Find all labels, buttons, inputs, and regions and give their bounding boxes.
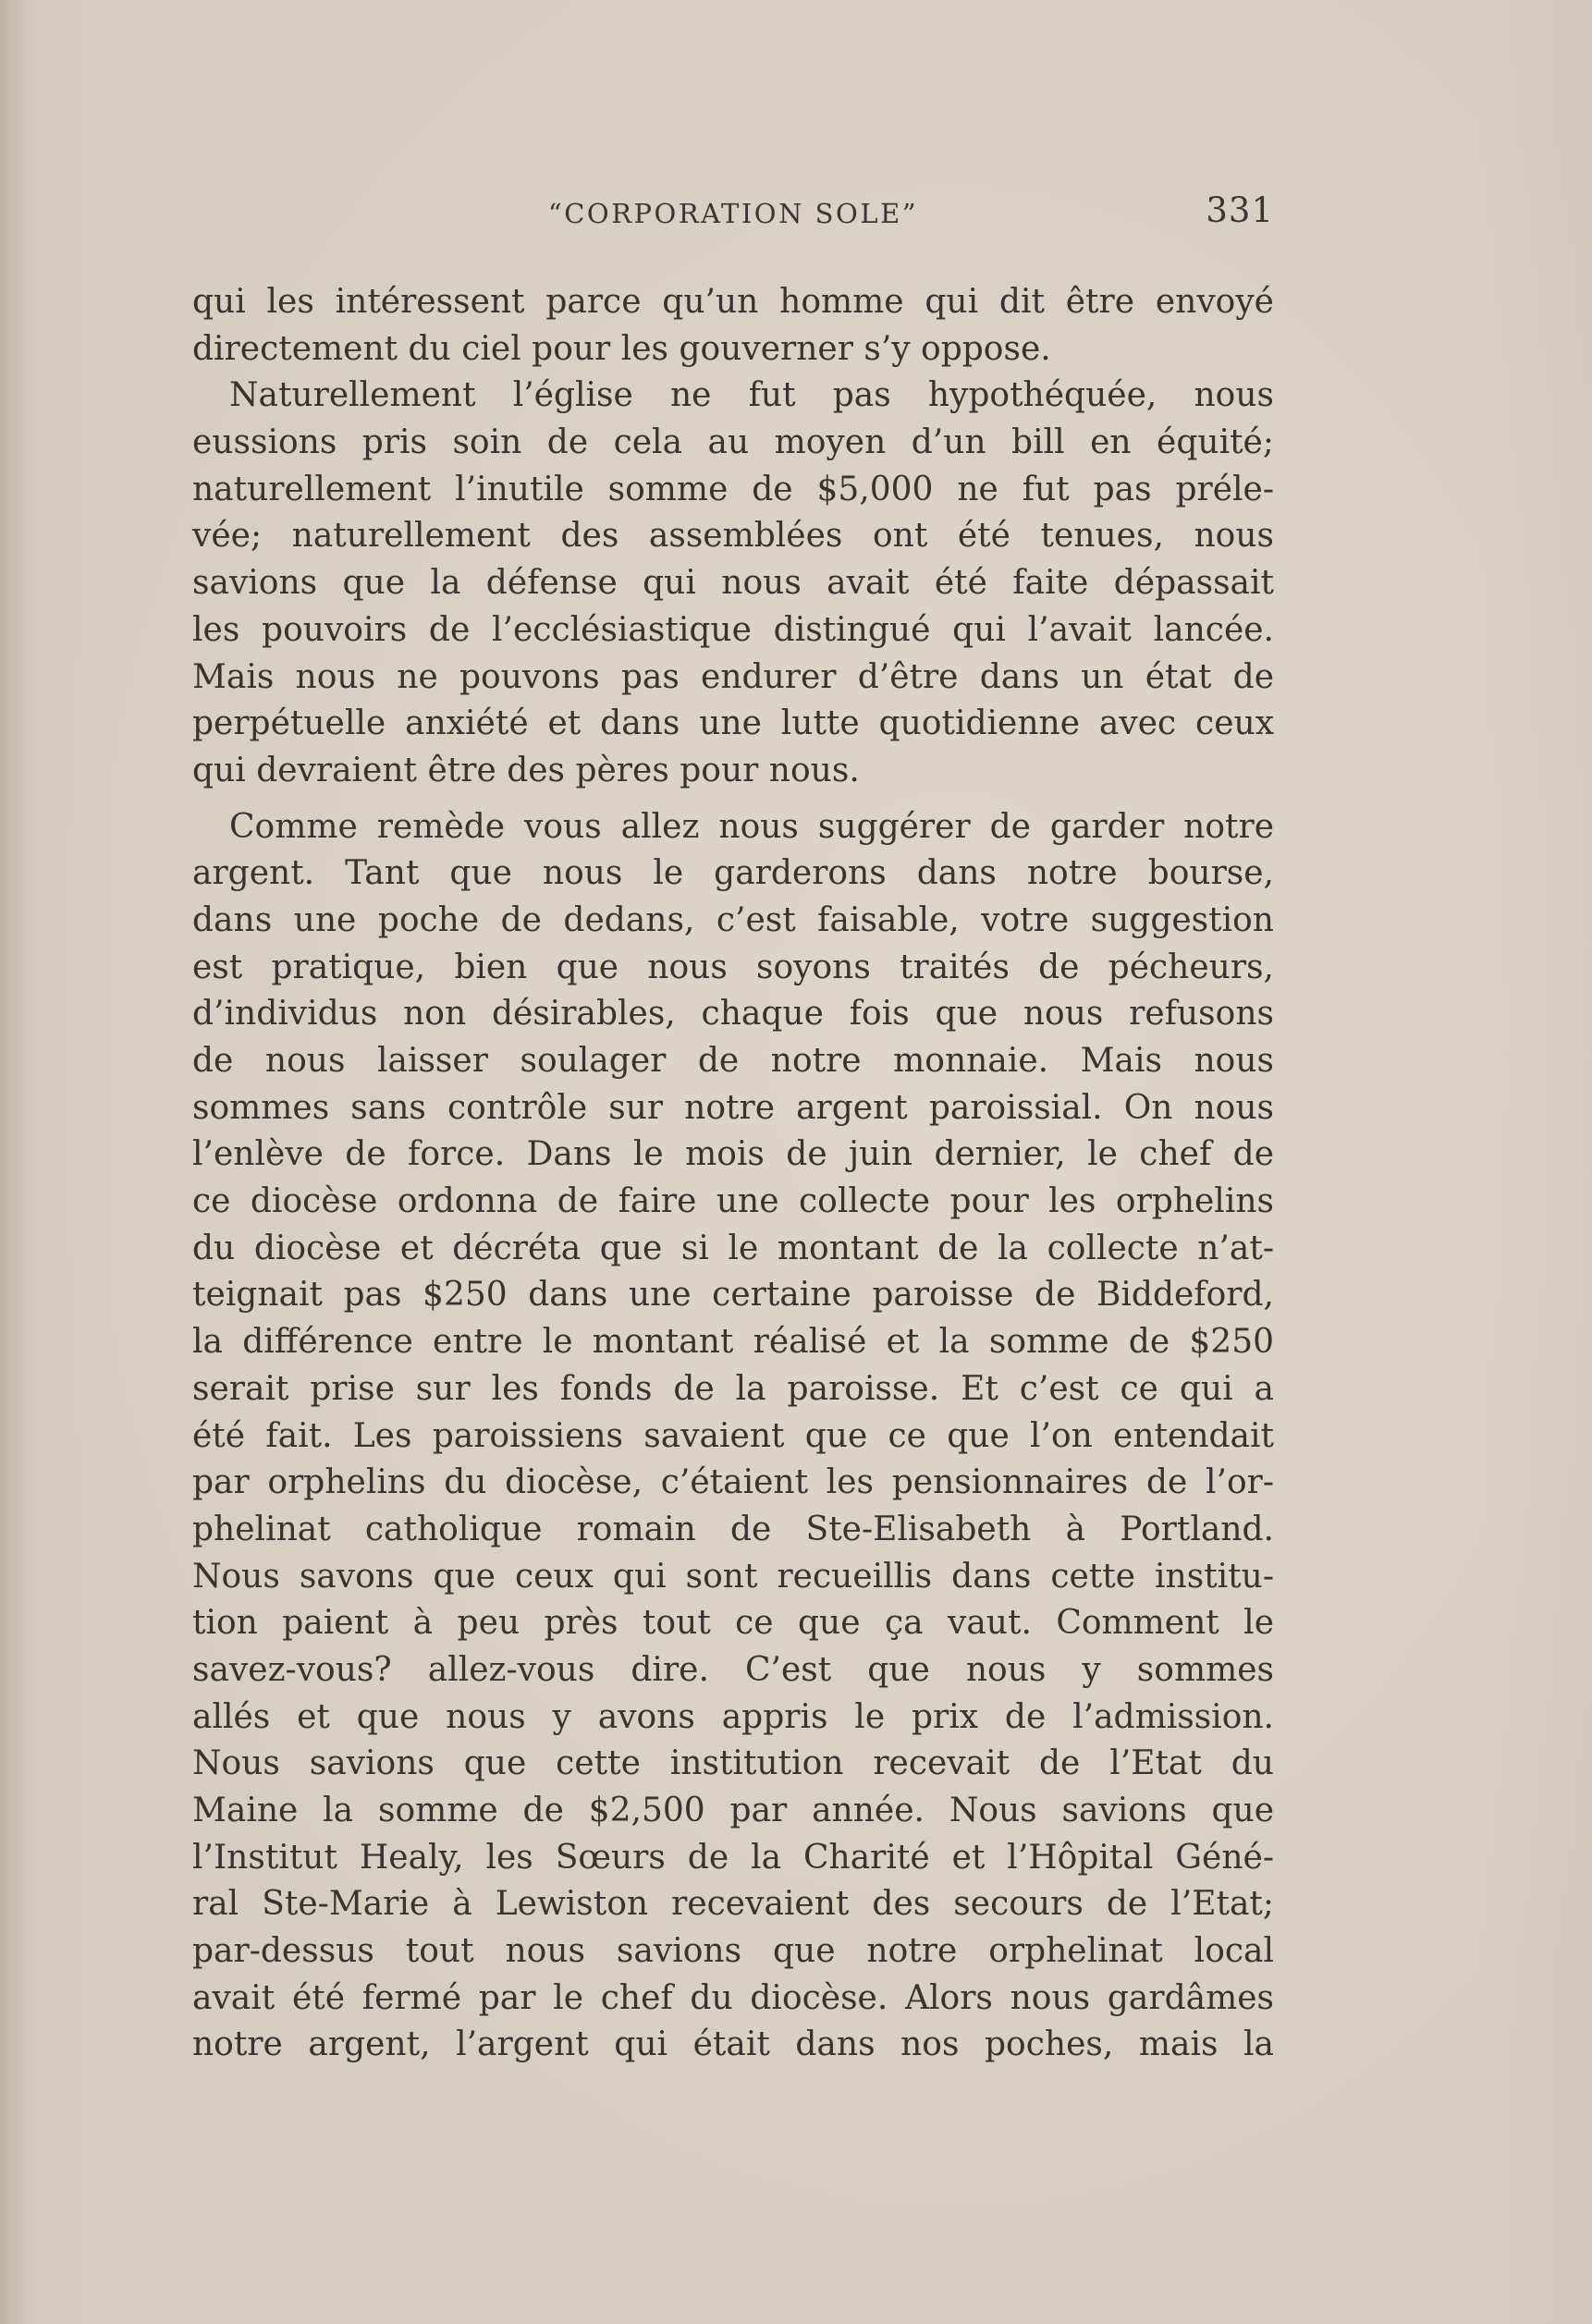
- text-line: Comme remède vous allez nous suggérer de garder notre: [229, 807, 1274, 846]
- running-head: [192, 190, 1274, 237]
- text-line: tion paient à peu près tout ce que ça vaut. Comment le: [192, 1604, 1274, 1643]
- text-line: dans une poche de dedans, c’est faisable, votre suggestion: [192, 900, 1274, 939]
- text-line: directement du ciel pour les gouverner s’y oppose.: [192, 329, 1051, 368]
- text-line: est pratique, bien que nous soyons traités de pécheurs,: [192, 948, 1274, 986]
- text-line: été fait. Les paroissiens savaient que ce que l’on entendait: [192, 1416, 1274, 1455]
- text-line: notre argent, l’argent qui était dans nos poches, mais la: [192, 2025, 1274, 2064]
- text-line: par-dessus tout nous savions que notre orphelinat local: [192, 1932, 1274, 1971]
- text-line: teignait pas $250 dans une certaine paroisse de Biddeford,: [192, 1276, 1274, 1315]
- binding-edge: [0, 0, 31, 2324]
- text-line: la différence entre le montant réalisé et la somme de $250: [192, 1323, 1274, 1362]
- text-line: qui devraient être des pères pour nous.: [192, 751, 860, 789]
- text-line: serait prise sur les fonds de la paroisse. Et c’est ce qui a: [192, 1369, 1274, 1408]
- text-line: Naturellement l’église ne fut pas hypothéquée, nous: [229, 376, 1274, 415]
- text-line: ce diocèse ordonna de faire une collecte pour les orphelins: [192, 1182, 1274, 1221]
- paragraph-gap: [192, 795, 1274, 804]
- text-line: phelinat catholique romain de Ste-Elisabeth à Portland.: [192, 1510, 1274, 1548]
- text-line: qui les intéressent parce qu’un homme qui dit être envoyé: [192, 283, 1274, 321]
- text-line: les pouvoirs de l’ecclésiastique distingué qui l’avait lancée.: [192, 610, 1274, 649]
- text-line: savions que la défense qui nous avait été faite dépassait: [192, 564, 1274, 603]
- text-line: l’enlève de force. Dans le mois de juin dernier, le chef de: [192, 1135, 1274, 1174]
- text-line: Nous savons que ceux qui sont recueillis dans cette institu-: [192, 1557, 1274, 1596]
- text-line: sommes sans contrôle sur notre argent paroissial. On nous: [192, 1088, 1274, 1127]
- text-line: argent. Tant que nous le garderons dans notre bourse,: [192, 854, 1274, 893]
- page-number: 331: [1206, 190, 1274, 230]
- text-line: l’Institut Healy, les Sœurs de la Charité et l’Hôpital Géné-: [192, 1838, 1274, 1877]
- text-line: perpétuelle anxiété et dans une lutte quotidienne avec ceux: [192, 704, 1274, 743]
- text-line: Mais nous ne pouvons pas endurer d’être dans un état de: [192, 657, 1274, 696]
- text-line: Nous savions que cette institution recevait de l’Etat du: [192, 1744, 1274, 1783]
- text-line: savez-vous? allez-vous dire. C’est que nous y sommes: [192, 1650, 1274, 1689]
- text-line: eussions pris soin de cela au moyen d’un bill en équité;: [192, 423, 1274, 462]
- body-text: [192, 279, 1274, 2069]
- text-line: allés et que nous y avons appris le prix de l’admission.: [192, 1697, 1274, 1736]
- text-line: vée; naturellement des assemblées ont été tenues, nous: [192, 517, 1274, 556]
- text-line: naturellement l’inutile somme de $5,000 ne fut pas préle-: [192, 470, 1274, 508]
- text-line: avait été fermé par le chef du diocèse. Alors nous gardâmes: [192, 1978, 1274, 2017]
- text-line: ral Ste-Marie à Lewiston recevaient des secours de l’Etat;: [192, 1885, 1274, 1924]
- text-line: par orphelins du diocèse, c’étaient les pensionnaires de l’or-: [192, 1463, 1274, 1502]
- text-line: du diocèse et décréta que si le montant de la collecte n’at-: [192, 1229, 1274, 1267]
- text-line: d’individus non désirables, chaque fois que nous refusons: [192, 995, 1274, 1034]
- text-line: de nous laisser soulager de notre monnaie. Mais nous: [192, 1042, 1274, 1080]
- text-line: Maine la somme de $2,500 par année. Nous savions que: [192, 1792, 1274, 1829]
- running-title: “CORPORATION SOLE”: [547, 198, 919, 229]
